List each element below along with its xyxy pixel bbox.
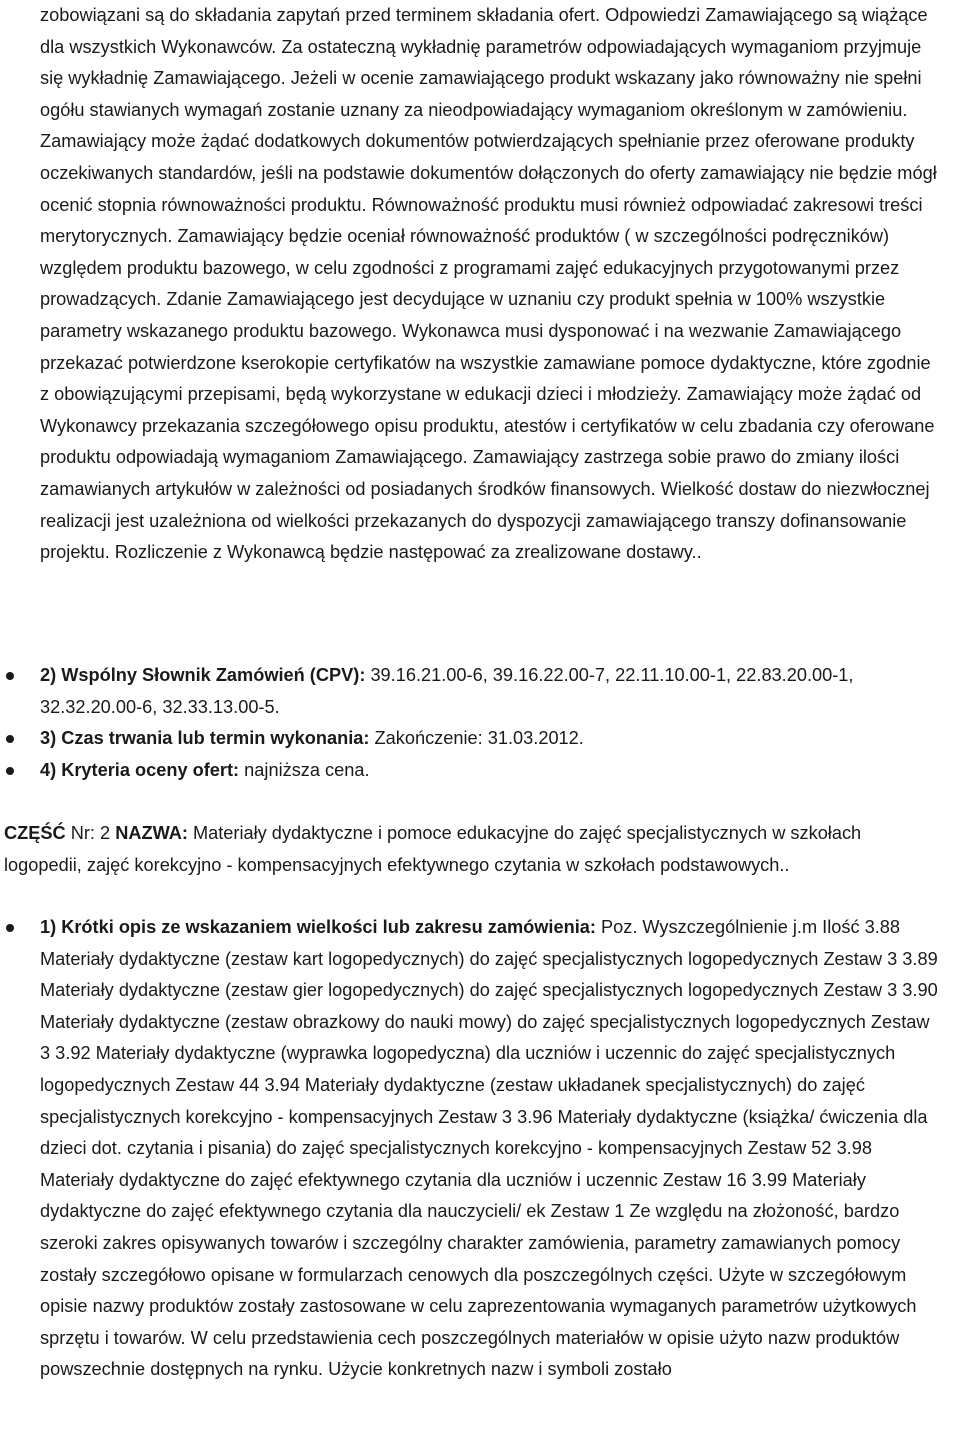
list-item [0, 912, 942, 1386]
part-number: 2 [94, 823, 116, 843]
list-item [0, 755, 940, 787]
item-label: 4) Kryteria oceny ofert: [40, 759, 240, 780]
item-value: Zakończenie: 31.03.2012. [369, 728, 584, 749]
item-value: najniższa cena. [239, 759, 370, 780]
part-nr-label: Nr: [65, 823, 95, 843]
bullet-icon [6, 672, 14, 680]
part-label: CZĘŚĆ [4, 823, 66, 843]
part-name-label: NAZWA: [115, 823, 188, 843]
item-label: 2) Wspólny Słownik Zamówień (CPV): [40, 665, 366, 685]
item-value: Poz. Wyszczególnienie j.m Ilość 3.88 Materiały dydaktyczne (zestaw kart logopedycznych) do zajęć specjalistycznych logopedycznych Zestaw 3 3.89 Materiały dydaktyczne (zestaw gier logopedycznych) do zajęć specjalistycznych logopedycznych Zestaw 3 3.90 Materiały dydaktyczne (zestaw obrazkowy do nauki mowy) do zajęć specjalistycznych logopedycznych Zestaw 3 3.92 Materiały dydaktyczne (wyprawka logopedyczna) dla uczniów i uczennic do zajęć specjalistycznych logopedycznych Zestaw 44 3.94 Materiały dydaktyczne (zestaw układanek specjalistycznych) do zajęć specjalistycznych korekcyjno - kompensacyjnych Zestaw 3 3.96 Materiały dydaktyczne (książka/ ćwiczenia dla dzieci dot. czytania i pisania) do zajęć specjalistycznych korekcyjno - kompensacyjnych Zestaw 52 3.98 Materiały dydaktyczne do zajęć efektywnego czytania dla uczniów i uczennic Zestaw 16 3.99 Materiały dydaktyczne do zajęć efektywnego czytania dla nauczycieli/ ek Zestaw 1 Ze względu na złożoność, bardzo szeroki zakres opisywanych towarów i szczególny charakter zamówienia, parametry zamawianych pomocy zostały szczegółowo opisane w formularzach cenowych dla poszczególnych części. Użyte w szczegółowym opisie nazwy produktów zostały zastosowane w celu zaprezentowania wymaganych parametrów użytkowych sprzętu i towarów. W celu przedstawienia cech poszczególnych materiałów w opisie użyto nazw produktów powszechnie dostępnych na rynku. Użycie konkretnych nazw i symboli zostało [40, 917, 938, 1380]
item-label: 1) Krótki opis ze wskazaniem wielkości lub zakresu zamówienia: [40, 917, 596, 937]
item-label: 3) Czas trwania lub termin wykonania: [40, 728, 370, 749]
bullet-icon [6, 735, 14, 743]
bullet-icon [6, 767, 14, 775]
part2-description-list [0, 912, 960, 1386]
intro-paragraph: zobowiązani są do składania zapytań przed terminem składania ofert. Odpowiedzi Zamawiającego są wiążące dla wszystkich Wykonawców. Za ostateczną wykładnię parametrów odpowiadających wymaganiom przyjmuje się wykładnię Zamawiającego. Jeżeli w ocenie zamawiającego produkt wskazany jako równoważny nie spełni ogółu stawianych wymagań zostanie uznany za nieodpowiadający wymaganiom określonym w zamówieniu. Zamawiający może żądać dodatkowych dokumentów potwierdzających spełnianie przez oferowane produkty oczekiwanych standardów, jeśli na podstawie dokumentów dołączonych do oferty zamawiający nie będzie mógł ocenić stopnia równoważności produktu. Równoważność produktu musi również odpowiadać zakresowi treści merytorycznych. Zamawiający będzie oceniał równoważność produktów ( w szczególności podręczników) względem produktu bazowego, w celu zgodności z programami zajęć edukacyjnych przygotowanymi przez prowadzących. Zdanie Zamawiającego jest decydujące w uznaniu czy produkt spełnia w 100% wszystkie parametry wskazanego produktu bazowego. Wykonawca musi dysponować i na wezwanie Zamawiającego przekazać potwierdzone kserokopie certyfikatów na wszystkie zamawiane pomoce dydaktyczne, które zgodnie z obowiązującymi przepisami, będą wykorzystane w edukacji dzieci i młodzieży. Zamawiający może żądać od Wykonawcy przekazania szczegółowego opisu produktu, atestów i certyfikatów w celu zbadania czy oferowane produktu odpowiadają wymaganiom Zamawiającego. Zamawiający zastrzega sobie prawo do zmiany ilości zamawianych artykułów w zależności od posiadanych środków finansowych. Wielkość dostaw do niezwłocznej realizacji jest uzależniona od wielkości przekazanych do dyspozycji zamawiającego transzy dofinansowanie projektu. Rozliczenie z Wykonawcą będzie następować za zrealizowane dostawy.. [40, 5, 937, 563]
part1-criteria-list [0, 660, 960, 786]
list-item [0, 723, 940, 755]
list-item [0, 660, 940, 723]
part2-heading [4, 818, 944, 881]
item-value: 39.16.21.00-6, 39.16.22.00-7, 22.11.10.00-1, 22.83.20.00-1, 32.32.20.00-6, 32.33.13.00-5. [40, 665, 854, 717]
part-name: Materiały dydaktyczne i pomoce edukacyjne do zajęć specjalistycznych w szkołach logopedii, zajęć korekcyjno - kompensacyjnych efektywnego czytania w szkołach podstawowych.. [4, 823, 862, 875]
bullet-icon [6, 924, 14, 932]
